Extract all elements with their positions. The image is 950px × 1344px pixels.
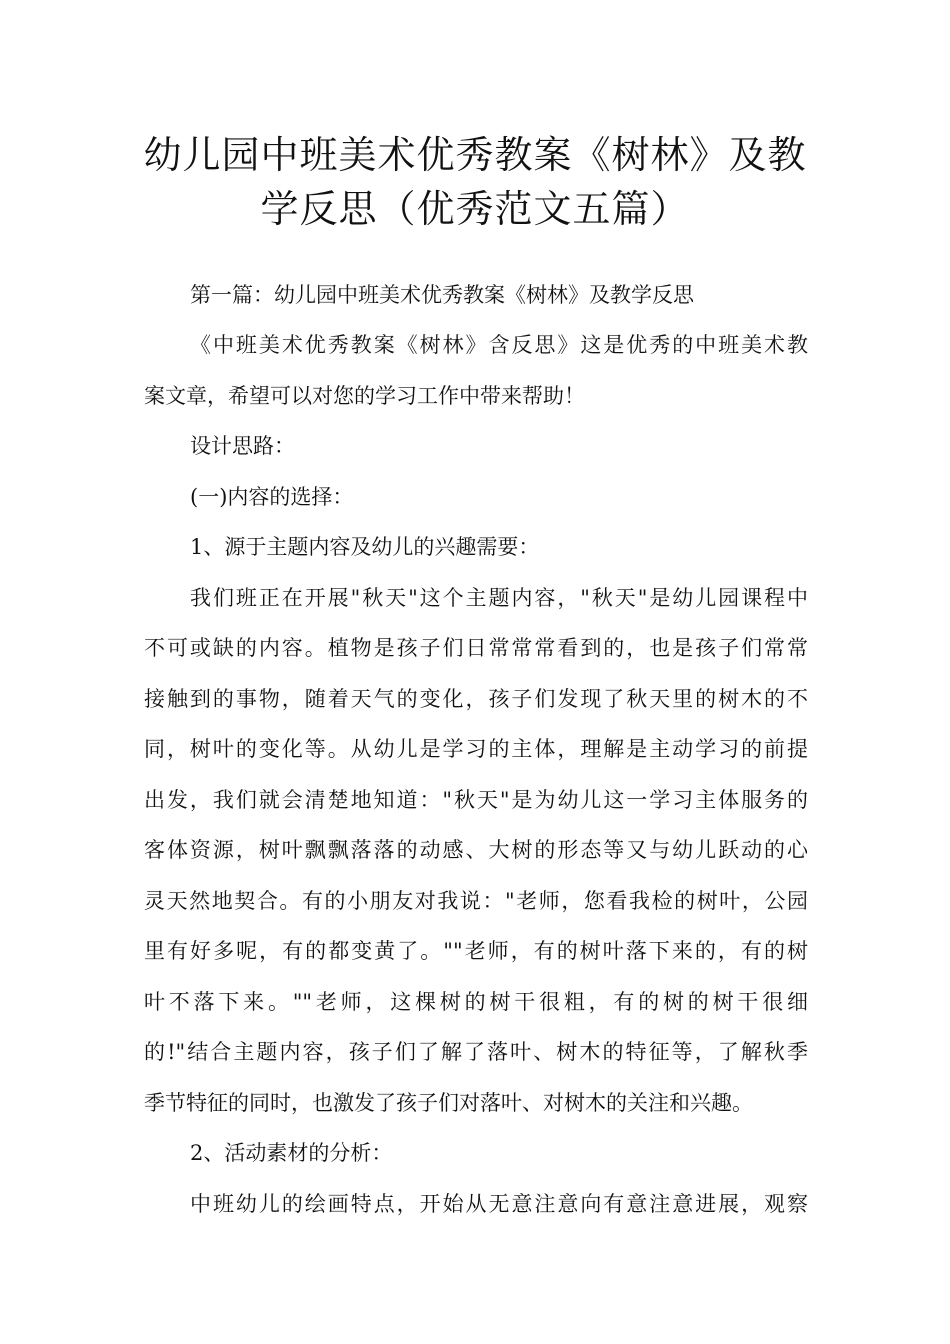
paragraph-line: 叶不落下来。""老师，这棵树的树干很粗，有的树的树干很细 [144,990,808,1014]
paragraph-line: 《中班美术优秀教案《树林》含反思》这是优秀的中班美术教 [190,333,808,357]
title-line-2: 学反思（优秀范文五篇） [260,187,690,231]
paragraph-heading: 设计思路： [190,434,295,458]
paragraph-line: 案文章，希望可以对您的学习工作中带来帮助！ [144,384,585,408]
paragraph-heading: 1、源于主题内容及幼儿的兴趣需要： [190,535,540,559]
title-line-1: 幼儿园中班美术优秀教案《树林》及教 [143,133,807,177]
document-title [120,128,830,236]
paragraph-line: 的!"结合主题内容，孩子们了解了落叶、树木的特征等，了解秋季 [144,1040,808,1064]
paragraph-line: 中班幼儿的绘画特点，开始从无意注意向有意注意进展，观察 [190,1192,808,1216]
paragraph-line: 不可或缺的内容。植物是孩子们日常常常看到的，也是孩子们常常 [144,636,808,660]
section-heading: 第一篇：幼儿园中班美术优秀教案《树林》及教学反思 [190,283,694,307]
paragraph-line: 客体资源，树叶飘飘落落的动感、大树的形态等又与幼儿跃动的心 [144,838,808,862]
paragraph-heading: 2、活动素材的分析： [190,1141,393,1165]
paragraph-line: 我们班正在开展"秋天"这个主题内容，"秋天"是幼儿园课程中 [190,586,808,610]
paragraph-line: 同，树叶的变化等。从幼儿是学习的主体，理解是主动学习的前提 [144,737,808,761]
paragraph-heading: (一)内容的选择： [190,485,354,509]
paragraph-line: 里有好多呢，有的都变黄了。""老师，有的树叶落下来的，有的树 [144,939,808,963]
paragraph-line: 接触到的事物，随着天气的变化，孩子们发现了秋天里的树木的不 [144,687,808,711]
paragraph-line: 出发，我们就会清楚地知道："秋天"是为幼儿这一学习主体服务的 [144,788,808,812]
paragraph-line: 季节特征的同时，也激发了孩子们对落叶、对树木的关注和兴趣。 [144,1091,753,1115]
paragraph-line: 灵天然地契合。有的小朋友对我说："老师，您看我检的树叶，公园 [144,889,808,913]
